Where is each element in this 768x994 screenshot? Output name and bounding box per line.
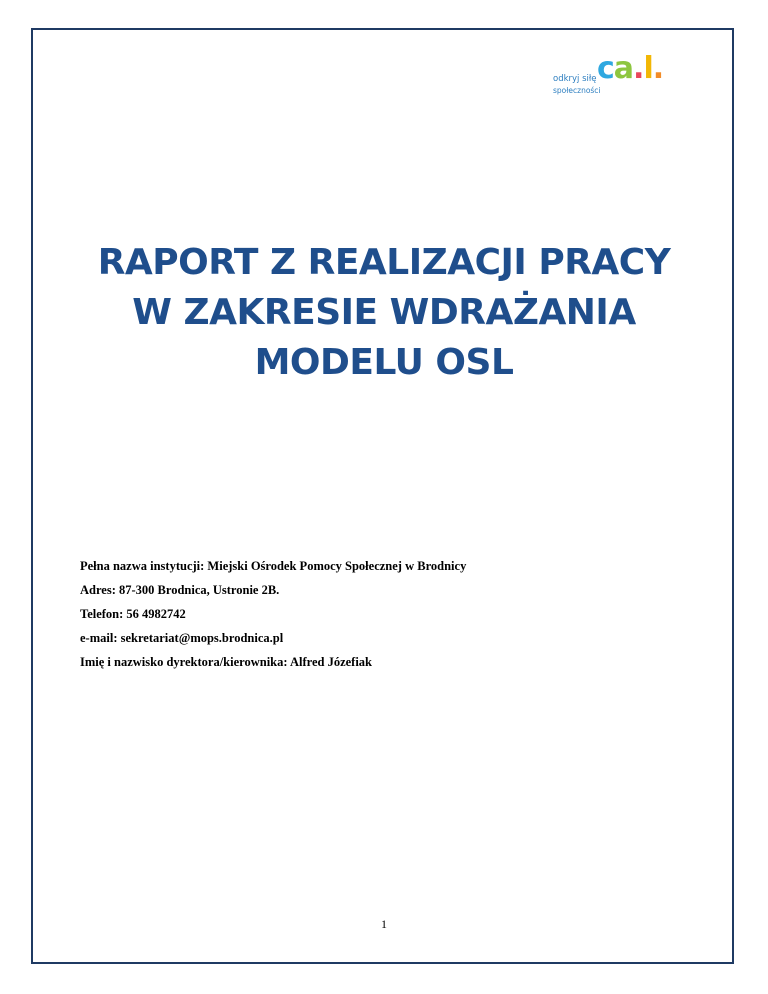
logo-tagline-2: społeczności: [553, 86, 601, 95]
title-line-2: W ZAKRESIE WDRAŻANIA: [132, 292, 636, 333]
institution-name: Pełna nazwa instytucji: Miejski Ośrodek Pomocy Społecznej w Brodnicy: [80, 559, 467, 573]
director-name: Imię i nazwisko dyrektora/kierownika: Alfred Józefiak: [80, 655, 373, 669]
page-number: 1: [381, 917, 387, 931]
logo-tagline-1: odkryj siłę: [553, 74, 597, 84]
cal-logo: [553, 51, 664, 104]
logo-mark: ca.l.: [597, 51, 664, 86]
institution-phone: Telefon: 56 4982742: [80, 607, 186, 621]
institution-email: e-mail: sekretariat@mops.brodnica.pl: [80, 631, 284, 645]
document-title: [60, 238, 708, 388]
title-line-1: RAPORT Z REALIZACJI PRACY: [97, 242, 671, 283]
institution-address: Adres: 87-300 Brodnica, Ustronie 2B.: [80, 583, 280, 597]
page-border: [31, 28, 734, 964]
title-line-3: MODELU OSL: [254, 342, 514, 383]
institution-info: [80, 558, 466, 678]
